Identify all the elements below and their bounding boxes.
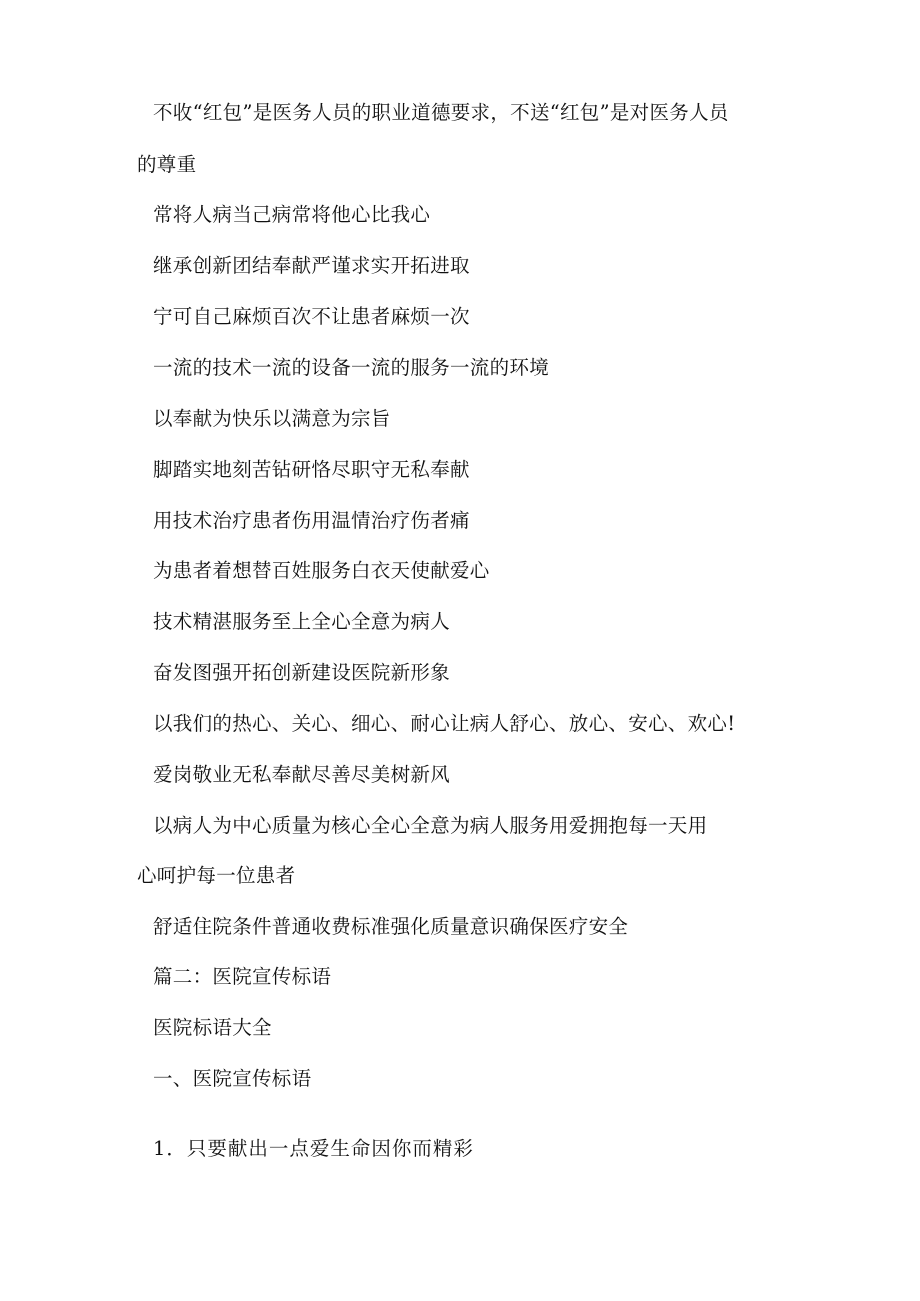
section-heading: 篇二：医院宣传标语 (153, 965, 332, 988)
text-line: 一流的技术一流的设备一流的服务一流的环境 (153, 356, 550, 379)
text-line: 以我们的热心、关心、细心、耐心让病人舒心、放心、安心、欢心! (153, 712, 736, 735)
text-line: 常将人病当己病常将他心比我心 (153, 203, 431, 226)
text-line: 宁可自己麻烦百次不让患者麻烦一次 (153, 305, 470, 328)
text-line: 的尊重 (137, 153, 197, 176)
text-line: 不收“红包”是医务人员的职业道德要求，不送“红包”是对医务人员 (153, 101, 729, 124)
text-line: 为患者着想替百姓服务白衣天使献爱心 (153, 559, 490, 582)
list-item: 1．只要献出一点爱生命因你而精彩 (153, 1137, 474, 1160)
text-line: 心呵护每一位患者 (137, 864, 296, 887)
text-line: 舒适住院条件普通收费标准强化质量意识确保医疗安全 (153, 915, 629, 938)
text-line: 脚踏实地刻苦钻研恪尽职守无私奉献 (153, 458, 470, 481)
text-line: 爱岗敬业无私奉献尽善尽美树新风 (153, 763, 451, 786)
text-line: 技术精湛服务至上全心全意为病人 (153, 610, 451, 633)
text-line: 以病人为中心质量为核心全心全意为病人服务用爱拥抱每一天用 (153, 814, 708, 837)
section-title: 医院标语大全 (153, 1016, 272, 1039)
text-line: 奋发图强开拓创新建设医院新形象 (153, 661, 451, 684)
subsection-heading: 一、医院宣传标语 (153, 1067, 312, 1090)
text-line: 以奉献为快乐以满意为宗旨 (153, 407, 391, 430)
text-line: 用技术治疗患者伤用温情治疗伤者痛 (153, 509, 470, 532)
text-line: 继承创新团结奉献严谨求实开拓进取 (153, 254, 470, 277)
